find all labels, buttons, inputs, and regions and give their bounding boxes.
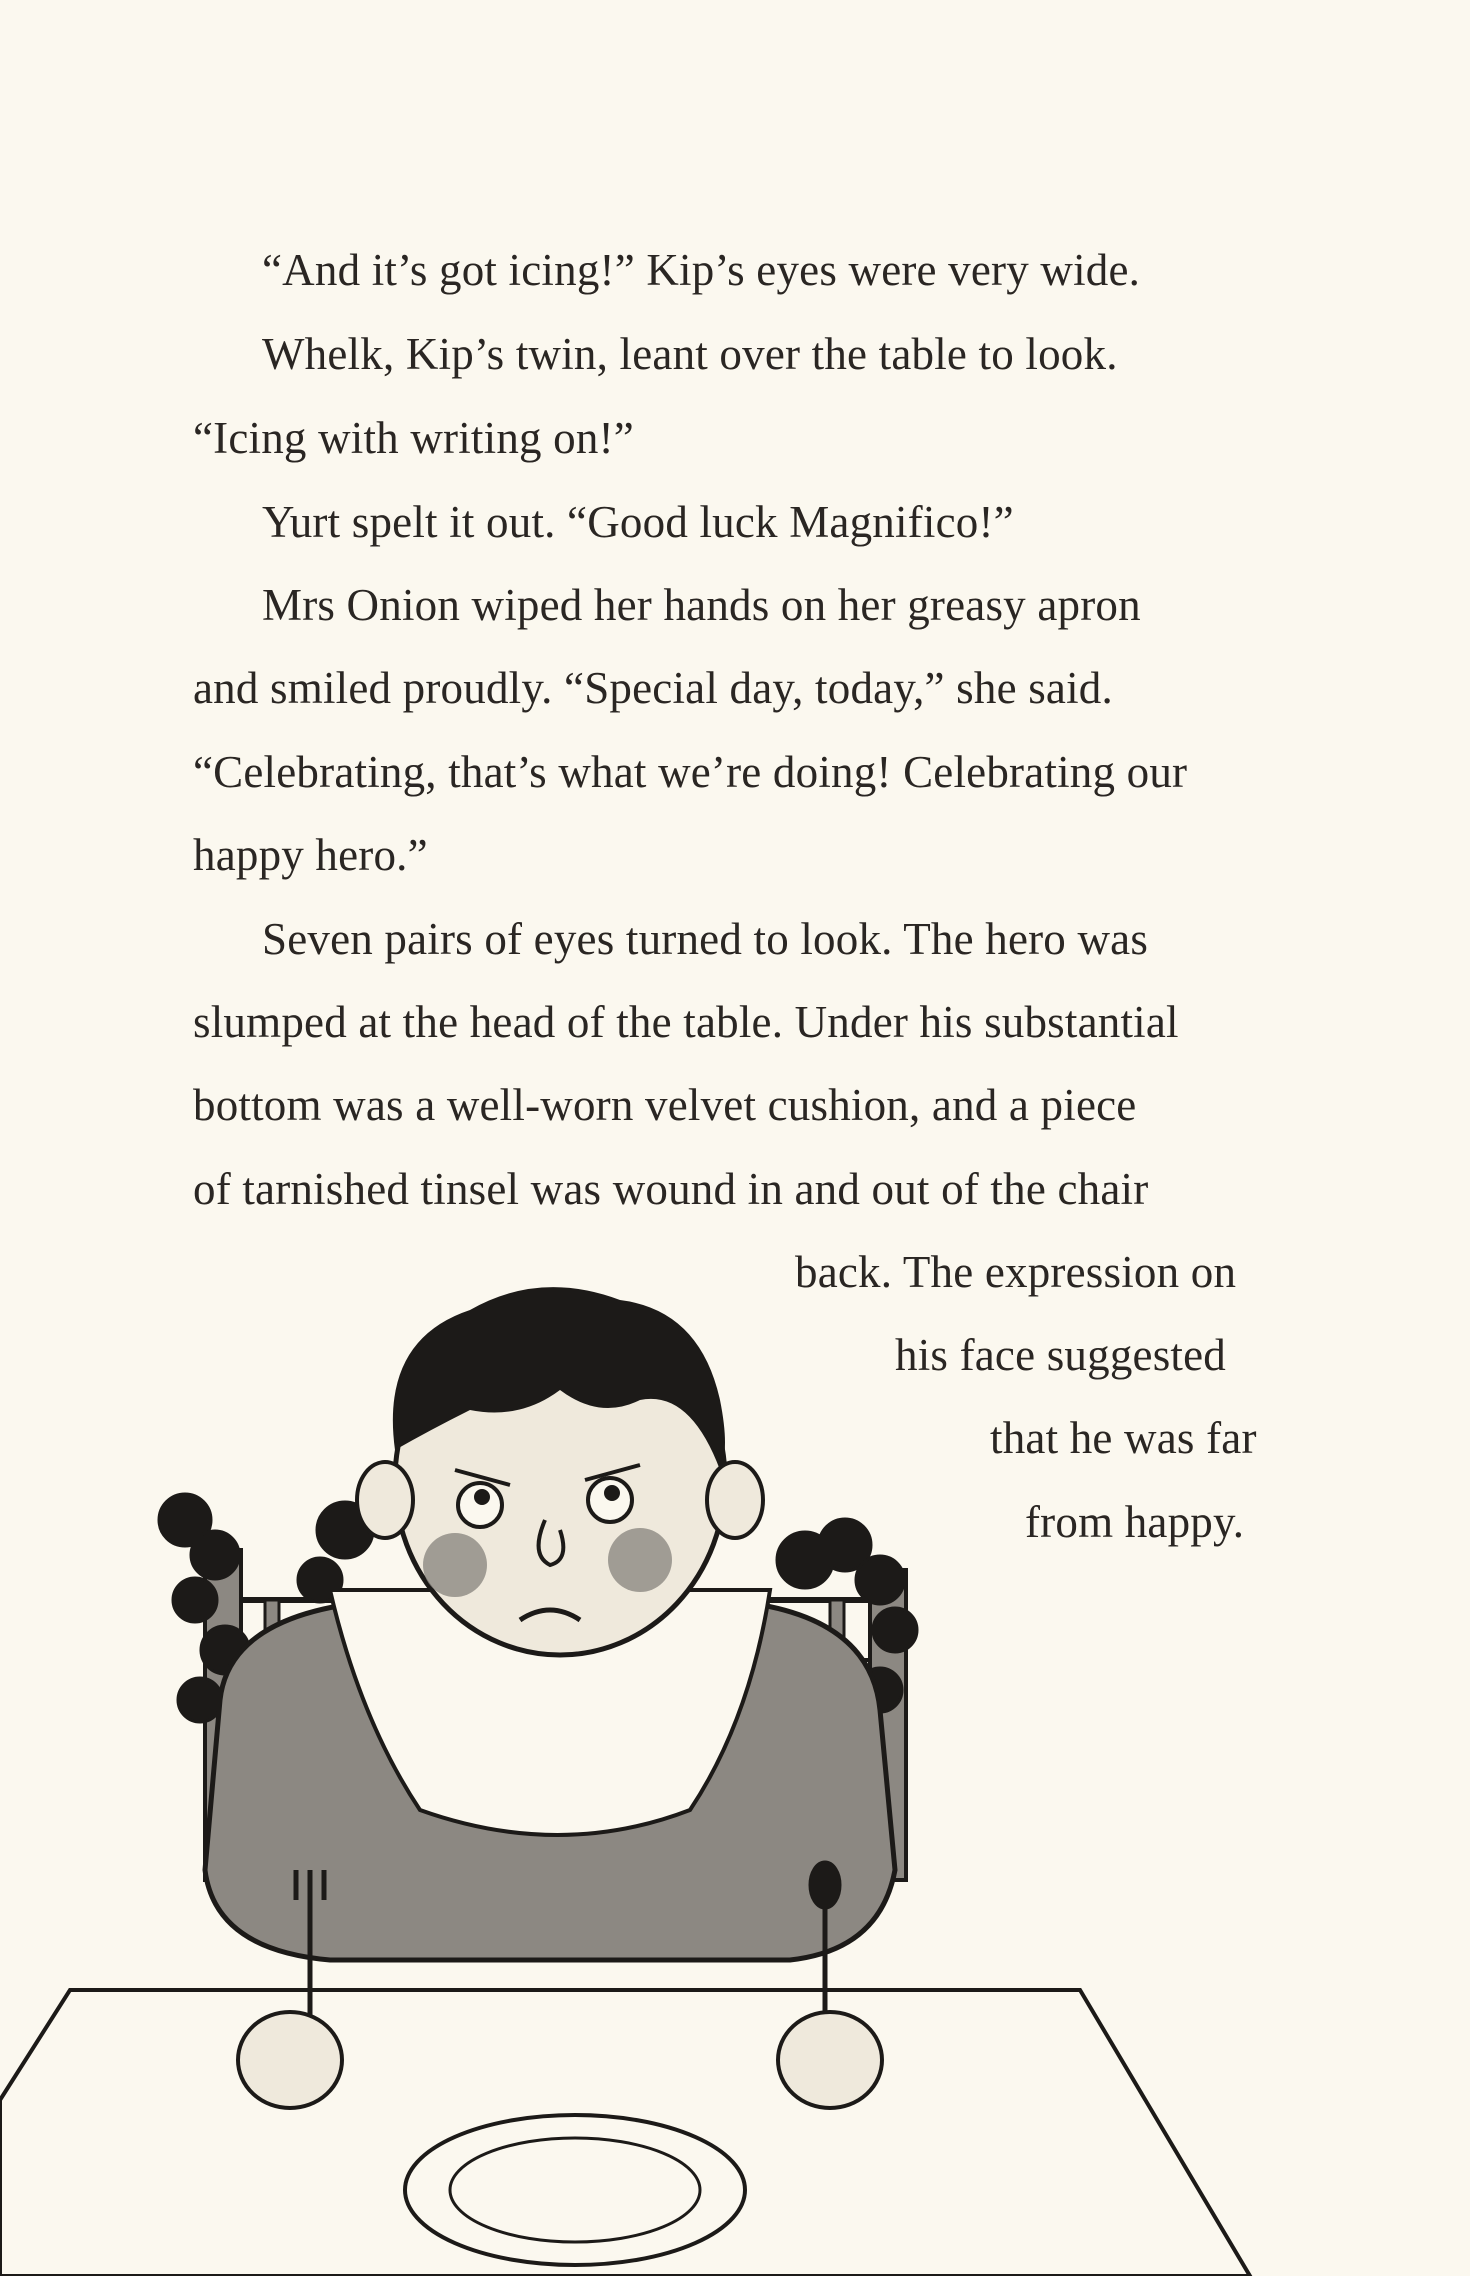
text-line: Mrs Onion wiped her hands on her greasy apron bbox=[262, 580, 1141, 630]
text-line: back. The expression on bbox=[795, 1247, 1237, 1297]
text-line: of tarnished tinsel was wound in and out of the chair bbox=[193, 1164, 1149, 1214]
text-line: his face suggested bbox=[895, 1330, 1226, 1380]
text-line: Yurt spelt it out. “Good luck Magnifico!” bbox=[262, 497, 1014, 547]
grumpy-boy-illustration bbox=[0, 1180, 1470, 2276]
text-line: and smiled proudly. “Special day, today,” she said. bbox=[193, 663, 1113, 713]
text-line: slumped at the head of the table. Under his substantial bbox=[193, 997, 1179, 1047]
text-line: happy hero.” bbox=[193, 830, 428, 880]
text-line: “Icing with writing on!” bbox=[193, 413, 634, 463]
right-hand bbox=[778, 2012, 882, 2108]
text-line: “Celebrating, that’s what we’re doing! Celebrating our bbox=[193, 747, 1188, 797]
text-line: from happy. bbox=[1025, 1497, 1245, 1547]
text-line: bottom was a well-worn velvet cushion, and a piece bbox=[193, 1080, 1137, 1130]
text-line: Seven pairs of eyes turned to look. The hero was bbox=[262, 914, 1149, 964]
left-hand bbox=[238, 2012, 342, 2108]
text-line: “And it’s got icing!” Kip’s eyes were very wide. bbox=[262, 245, 1141, 295]
text-line: that he was far bbox=[990, 1413, 1257, 1463]
text-line: Whelk, Kip’s twin, leant over the table to look. bbox=[262, 329, 1118, 379]
